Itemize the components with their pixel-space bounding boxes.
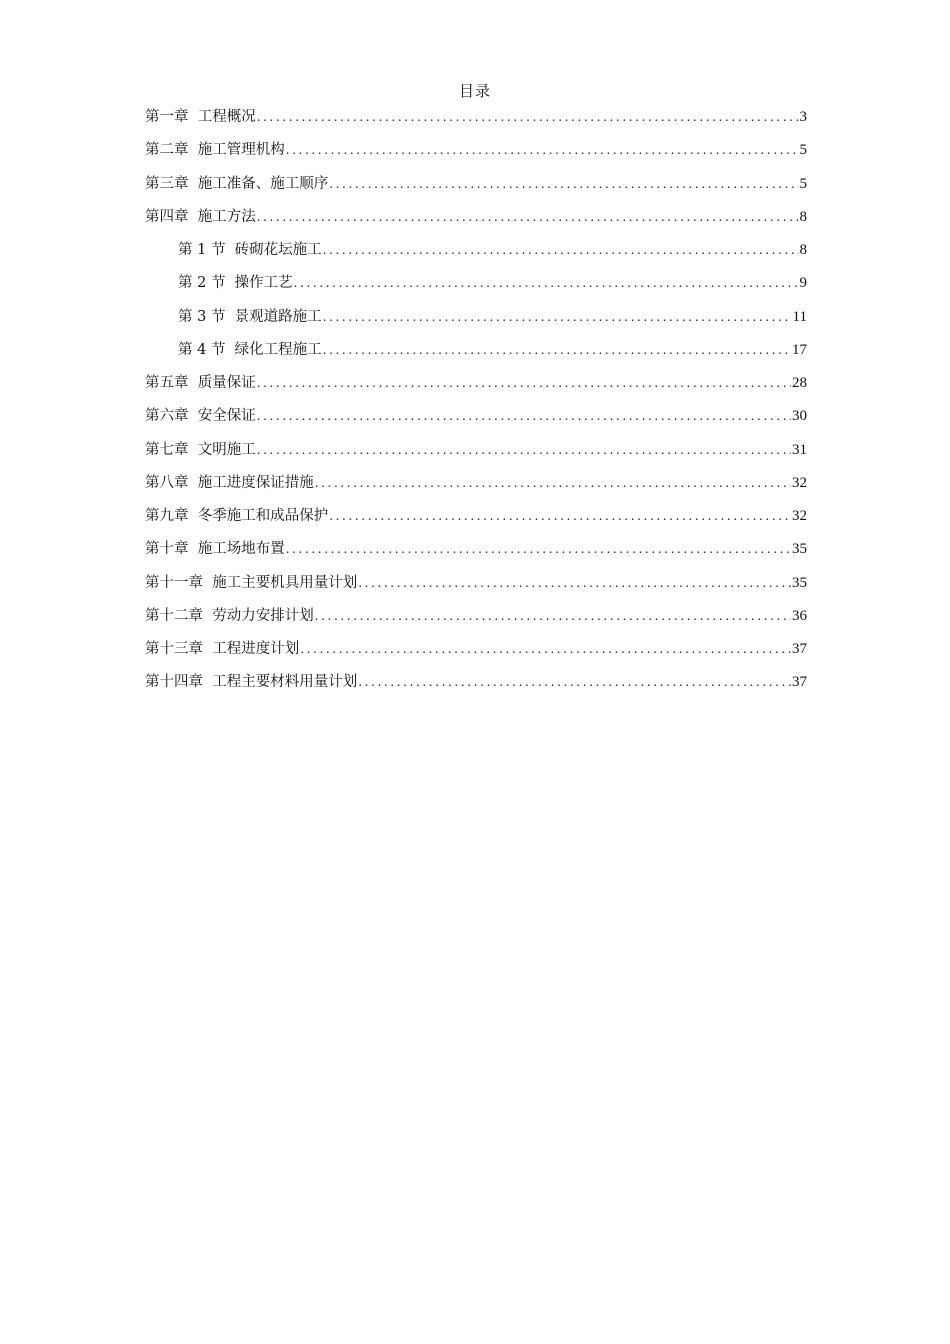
toc-dot-leader bbox=[315, 467, 791, 500]
toc-dot-leader bbox=[323, 234, 799, 267]
toc-entry[interactable] bbox=[145, 500, 807, 533]
toc-subentry[interactable] bbox=[145, 267, 807, 300]
toc-entry-label: 第 3 节 景观道路施工 bbox=[178, 308, 322, 325]
toc-entry[interactable] bbox=[145, 101, 807, 134]
toc-entry-page: 36 bbox=[792, 607, 807, 624]
toc-list bbox=[145, 101, 807, 700]
toc-entry-page: 11 bbox=[792, 308, 807, 325]
toc-entry-page: 17 bbox=[792, 341, 807, 358]
toc-entry[interactable] bbox=[145, 666, 807, 699]
toc-entry-page: 5 bbox=[799, 175, 807, 192]
toc-subentry[interactable] bbox=[145, 334, 807, 367]
toc-entry-page: 35 bbox=[792, 574, 807, 591]
toc-entry-label: 第 1 节 砖砌花坛施工 bbox=[178, 242, 322, 258]
toc-entry-label: 第二章 施工管理机构 bbox=[145, 142, 285, 159]
toc-dot-leader bbox=[286, 533, 791, 566]
toc-entry-label: 第四章 施工方法 bbox=[145, 208, 256, 225]
toc-entry-label: 第七章 文明施工 bbox=[145, 441, 256, 458]
toc-entry-page: 9 bbox=[799, 275, 807, 292]
toc-entry[interactable] bbox=[145, 600, 807, 633]
toc-dot-leader bbox=[323, 334, 791, 367]
toc-entry-label: 第六章 安全保证 bbox=[145, 408, 256, 425]
toc-dot-leader bbox=[257, 400, 791, 433]
toc-entry[interactable] bbox=[145, 201, 807, 234]
toc-dot-leader bbox=[294, 267, 799, 300]
toc-entry-page: 37 bbox=[792, 641, 807, 657]
toc-entry-label: 第 4 节 绿化工程施工 bbox=[178, 341, 322, 358]
toc-entry-page: 8 bbox=[799, 208, 807, 225]
toc-dot-leader bbox=[358, 567, 791, 600]
toc-entry[interactable] bbox=[145, 134, 807, 167]
toc-dot-leader bbox=[323, 301, 792, 334]
toc-entry-page: 30 bbox=[792, 408, 807, 425]
toc-dot-leader bbox=[257, 201, 799, 234]
toc-dot-leader bbox=[257, 101, 799, 134]
toc-entry[interactable] bbox=[145, 367, 807, 400]
toc-subentry[interactable] bbox=[145, 301, 807, 334]
toc-dot-leader bbox=[286, 134, 799, 167]
toc-entry-page: 31 bbox=[792, 441, 807, 458]
toc-dot-leader bbox=[257, 434, 791, 467]
toc-entry[interactable] bbox=[145, 434, 807, 467]
toc-entry-label: 第三章 施工准备、施工顺序 bbox=[145, 175, 329, 192]
toc-entry-page: 35 bbox=[792, 541, 807, 558]
toc-dot-leader bbox=[329, 168, 798, 201]
toc-entry[interactable] bbox=[145, 400, 807, 433]
toc-entry-page: 32 bbox=[792, 508, 807, 524]
toc-entry-label: 第五章 质量保证 bbox=[145, 375, 256, 391]
toc-entry-label: 第十二章 劳动力安排计划 bbox=[145, 607, 314, 624]
toc-entry[interactable] bbox=[145, 168, 807, 201]
toc-entry-page: 3 bbox=[799, 109, 807, 125]
toc-entry-label: 第十三章 工程进度计划 bbox=[145, 641, 300, 657]
toc-entry[interactable] bbox=[145, 567, 807, 600]
toc-dot-leader bbox=[329, 500, 791, 533]
toc-entry-page: 32 bbox=[792, 474, 807, 491]
toc-entry-label: 第 2 节 操作工艺 bbox=[178, 275, 293, 292]
toc-entry-label: 第九章 冬季施工和成品保护 bbox=[145, 508, 329, 524]
toc-entry-page: 8 bbox=[799, 242, 807, 258]
toc-entry-page: 28 bbox=[792, 375, 807, 391]
toc-entry-page: 5 bbox=[799, 142, 807, 159]
toc-entry-label: 第十四章 工程主要材料用量计划 bbox=[145, 674, 358, 691]
toc-entry-label: 第十一章 施工主要机具用量计划 bbox=[145, 574, 358, 591]
toc-entry[interactable] bbox=[145, 633, 807, 666]
toc-entry-page: 37 bbox=[792, 674, 807, 691]
toc-title: 目录 bbox=[458, 82, 491, 100]
toc-entry[interactable] bbox=[145, 533, 807, 566]
toc-dot-leader bbox=[300, 633, 791, 666]
toc-dot-leader bbox=[315, 600, 791, 633]
toc-entry-label: 第一章 工程概况 bbox=[145, 109, 256, 125]
toc-entry[interactable] bbox=[145, 467, 807, 500]
toc-entry-label: 第八章 施工进度保证措施 bbox=[145, 474, 314, 491]
toc-entry-label: 第十章 施工场地布置 bbox=[145, 541, 285, 558]
toc-dot-leader bbox=[358, 666, 791, 699]
toc-dot-leader bbox=[257, 367, 791, 400]
toc-subentry[interactable] bbox=[145, 234, 807, 267]
